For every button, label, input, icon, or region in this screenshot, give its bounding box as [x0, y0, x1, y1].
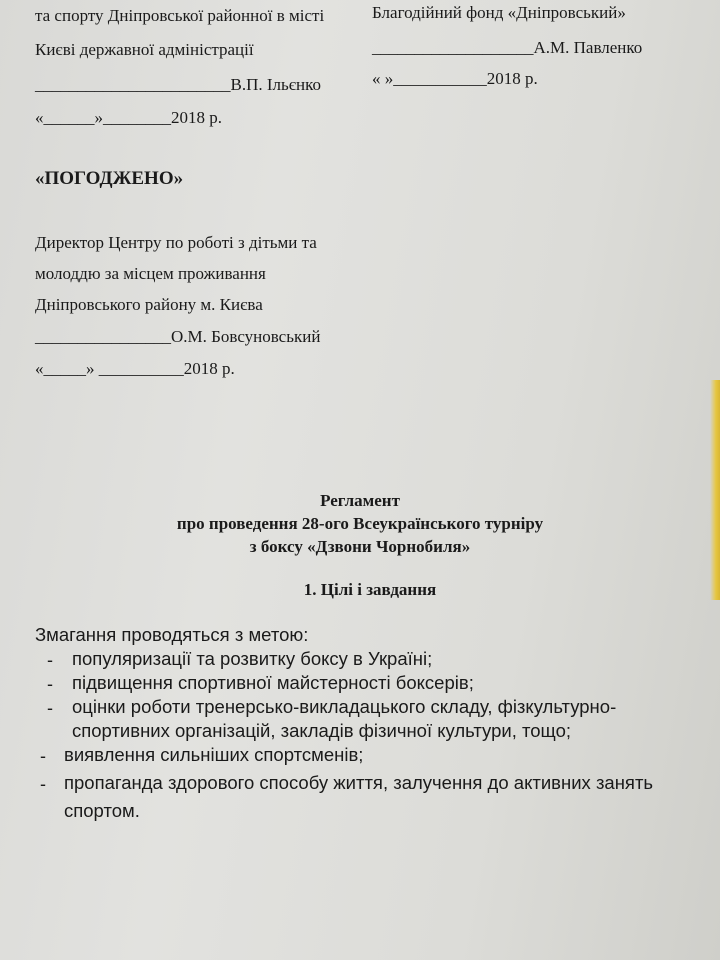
list-item-continuation: спортивних організацій, закладів фізичної культури, тощо; — [72, 720, 571, 741]
left-date-line: «______»________2018 р. — [35, 108, 222, 127]
bullet-dash: - — [40, 746, 46, 766]
list-item: оцінки роботи тренерсько-викладацького складу, фізкультурно- — [72, 696, 617, 717]
document-title: Регламент — [320, 491, 400, 510]
document-subtitle-1: про проведення 28-ого Всеукраїнського турніру — [176, 514, 544, 533]
bullet-dash: - — [40, 774, 46, 794]
list-item: пропаганда здорового способу життя, залучення до активних занять — [64, 772, 654, 793]
approved-date-line: «_____» __________2018 р. — [35, 359, 235, 378]
approved-line-1: Директор Центру по роботі з дітьми та — [35, 233, 317, 252]
left-org-line-2: Києві державної адміністрації — [35, 40, 254, 59]
approved-line-2: молоддю за місцем проживання — [35, 264, 266, 283]
bullet-dash: - — [47, 650, 53, 670]
list-item: популяризації та розвитку боксу в Україні; — [72, 648, 433, 669]
bullet-dash: - — [47, 674, 53, 694]
bullet-dash: - — [47, 698, 53, 718]
list-item: виявлення сильніших спортсменів; — [64, 744, 364, 765]
approved-heading: «ПОГОДЖЕНО» — [35, 168, 184, 189]
list-item: підвищення спортивної майстерності боксерів; — [72, 672, 474, 693]
approved-line-3: Дніпровського району м. Києва — [35, 295, 263, 314]
document-subtitle-2: з боксу «Дзвони Чорнобиля» — [249, 537, 471, 556]
right-date-line: « »___________2018 р. — [372, 69, 538, 88]
list-item-continuation: спортом. — [64, 800, 140, 821]
background-object — [710, 380, 720, 600]
section-1-intro: Змагання проводяться з метою: — [35, 624, 309, 645]
approved-signature-line: ________________О.М. Бовсуновський — [35, 327, 321, 346]
left-signature-line: _______________________В.П. Ільєнко — [35, 75, 322, 94]
right-org-line: Благодійний фонд «Дніпровський» — [372, 3, 626, 22]
left-org-line-1: та спорту Дніпровської районної в місті — [35, 6, 325, 25]
section-1-heading: 1. Цілі і завдання — [303, 580, 437, 599]
right-signature-line: ___________________А.М. Павленко — [372, 38, 643, 57]
